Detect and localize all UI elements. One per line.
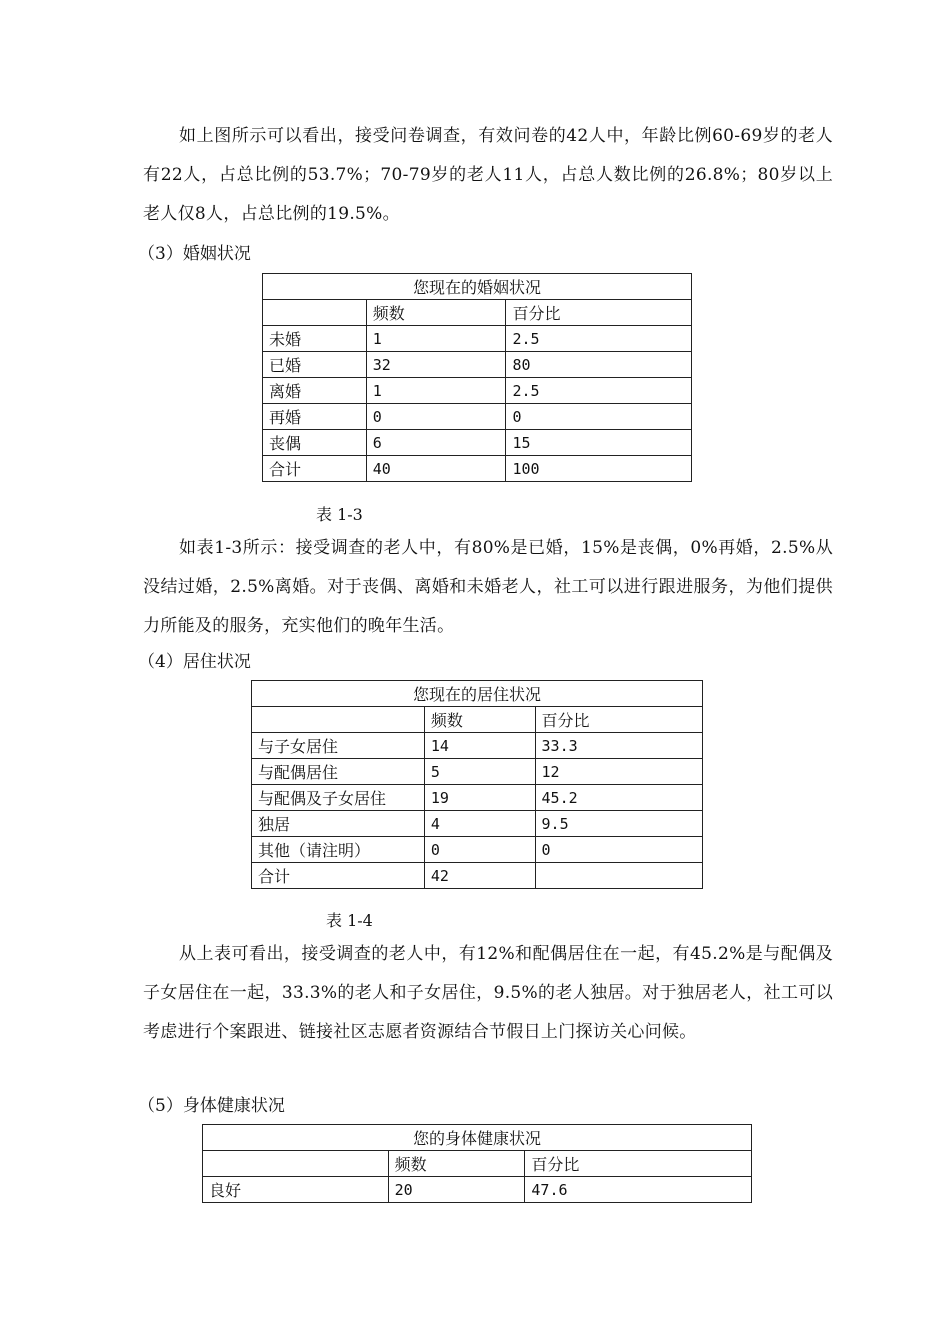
table-caption: 表 1-3 (316, 505, 363, 524)
table-row (263, 430, 692, 456)
table-row (263, 404, 692, 430)
table-header-row (203, 1151, 752, 1177)
table-title-row (263, 274, 692, 300)
table-header-cell (263, 300, 367, 326)
table-row (252, 811, 703, 837)
table-header-row (263, 300, 692, 326)
table-header-cell (203, 1151, 389, 1177)
table-header-row (252, 707, 703, 733)
frequency-cell: 14 (424, 733, 535, 759)
marital-analysis-paragraph: 如表1-3所示：接受调查的老人中，有80%是已婚，15%是丧偶，0%再婚，2.5%从没结过婚，2.5%离婚。对于丧偶、离婚和未婚老人，社工可以进行跟进服务，为他们提供力所能及的服务，充实他们的晚年生活。 (143, 538, 833, 636)
row-label: 合计 (263, 456, 367, 482)
table-row (252, 837, 703, 863)
percent-cell: 15 (506, 430, 692, 456)
row-label: 已婚 (263, 352, 367, 378)
row-label: 离婚 (263, 378, 367, 404)
row-label: 与配偶居住 (252, 759, 425, 785)
percent-cell: 12 (535, 759, 702, 785)
percent-cell: 80 (506, 352, 692, 378)
percent-cell (535, 863, 702, 889)
frequency-cell: 32 (366, 352, 506, 378)
table-title: 您现在的居住状况 (252, 681, 703, 707)
percent-cell: 2.5 (506, 378, 692, 404)
row-label: 再婚 (263, 404, 367, 430)
table-title-row (203, 1125, 752, 1151)
table-header-cell: 百分比 (535, 707, 702, 733)
frequency-cell: 0 (366, 404, 506, 430)
row-label: 与配偶及子女居住 (252, 785, 425, 811)
table-row (252, 863, 703, 889)
table-header-cell: 百分比 (506, 300, 692, 326)
row-label: 未婚 (263, 326, 367, 352)
living-status-table (251, 680, 703, 889)
percent-cell: 9.5 (535, 811, 702, 837)
intro-paragraph: 如上图所示可以看出，接受问卷调查，有效问卷的42人中，年龄比例60-69岁的老人有22人，占总比例的53.7%；70-79岁的老人11人，占总人数比例的26.8%；80岁以上老人仅8人，占总比例的19.5%。 (143, 126, 833, 224)
table-row (263, 352, 692, 378)
frequency-cell: 20 (388, 1177, 525, 1203)
table-header-cell (252, 707, 425, 733)
marital-status-table (262, 273, 692, 482)
section-heading-marital: （3）婚姻状况 (138, 244, 251, 264)
table-row (252, 759, 703, 785)
percent-cell: 33.3 (535, 733, 702, 759)
frequency-cell: 19 (424, 785, 535, 811)
table-row (252, 785, 703, 811)
living-analysis-paragraph: 从上表可看出，接受调查的老人中，有12%和配偶居住在一起，有45.2%是与配偶及子女居住在一起，33.3%的老人和子女居住，9.5%的老人独居。对于独居老人，社工可以考虑进行个案跟进、链接社区志愿者资源结合节假日上门探访关心问候。 (143, 944, 833, 1042)
frequency-cell: 4 (424, 811, 535, 837)
table-row (263, 378, 692, 404)
table-row (252, 733, 703, 759)
section-heading-health: （5）身体健康状况 (138, 1096, 285, 1116)
table-caption: 表 1-4 (326, 911, 373, 930)
frequency-cell: 0 (424, 837, 535, 863)
frequency-cell: 1 (366, 378, 506, 404)
percent-cell: 45.2 (535, 785, 702, 811)
frequency-cell: 40 (366, 456, 506, 482)
table-title-row (252, 681, 703, 707)
table-title: 您现在的婚姻状况 (263, 274, 692, 300)
row-label: 合计 (252, 863, 425, 889)
section-heading-living: （4）居住状况 (138, 652, 251, 672)
frequency-cell: 42 (424, 863, 535, 889)
row-label: 与子女居住 (252, 733, 425, 759)
row-label: 其他（请注明） (252, 837, 425, 863)
percent-cell: 2.5 (506, 326, 692, 352)
table-header-cell: 频数 (388, 1151, 525, 1177)
percent-cell: 100 (506, 456, 692, 482)
row-label: 丧偶 (263, 430, 367, 456)
table-header-cell: 频数 (424, 707, 535, 733)
table-row (203, 1177, 752, 1203)
table-header-cell: 频数 (366, 300, 506, 326)
health-status-table (202, 1124, 752, 1203)
table-header-cell: 百分比 (525, 1151, 752, 1177)
row-label: 独居 (252, 811, 425, 837)
frequency-cell: 6 (366, 430, 506, 456)
row-label: 良好 (203, 1177, 389, 1203)
percent-cell: 0 (506, 404, 692, 430)
frequency-cell: 1 (366, 326, 506, 352)
percent-cell: 0 (535, 837, 702, 863)
frequency-cell: 5 (424, 759, 535, 785)
table-row (263, 456, 692, 482)
table-row (263, 326, 692, 352)
table-title: 您的身体健康状况 (203, 1125, 752, 1151)
percent-cell: 47.6 (525, 1177, 752, 1203)
